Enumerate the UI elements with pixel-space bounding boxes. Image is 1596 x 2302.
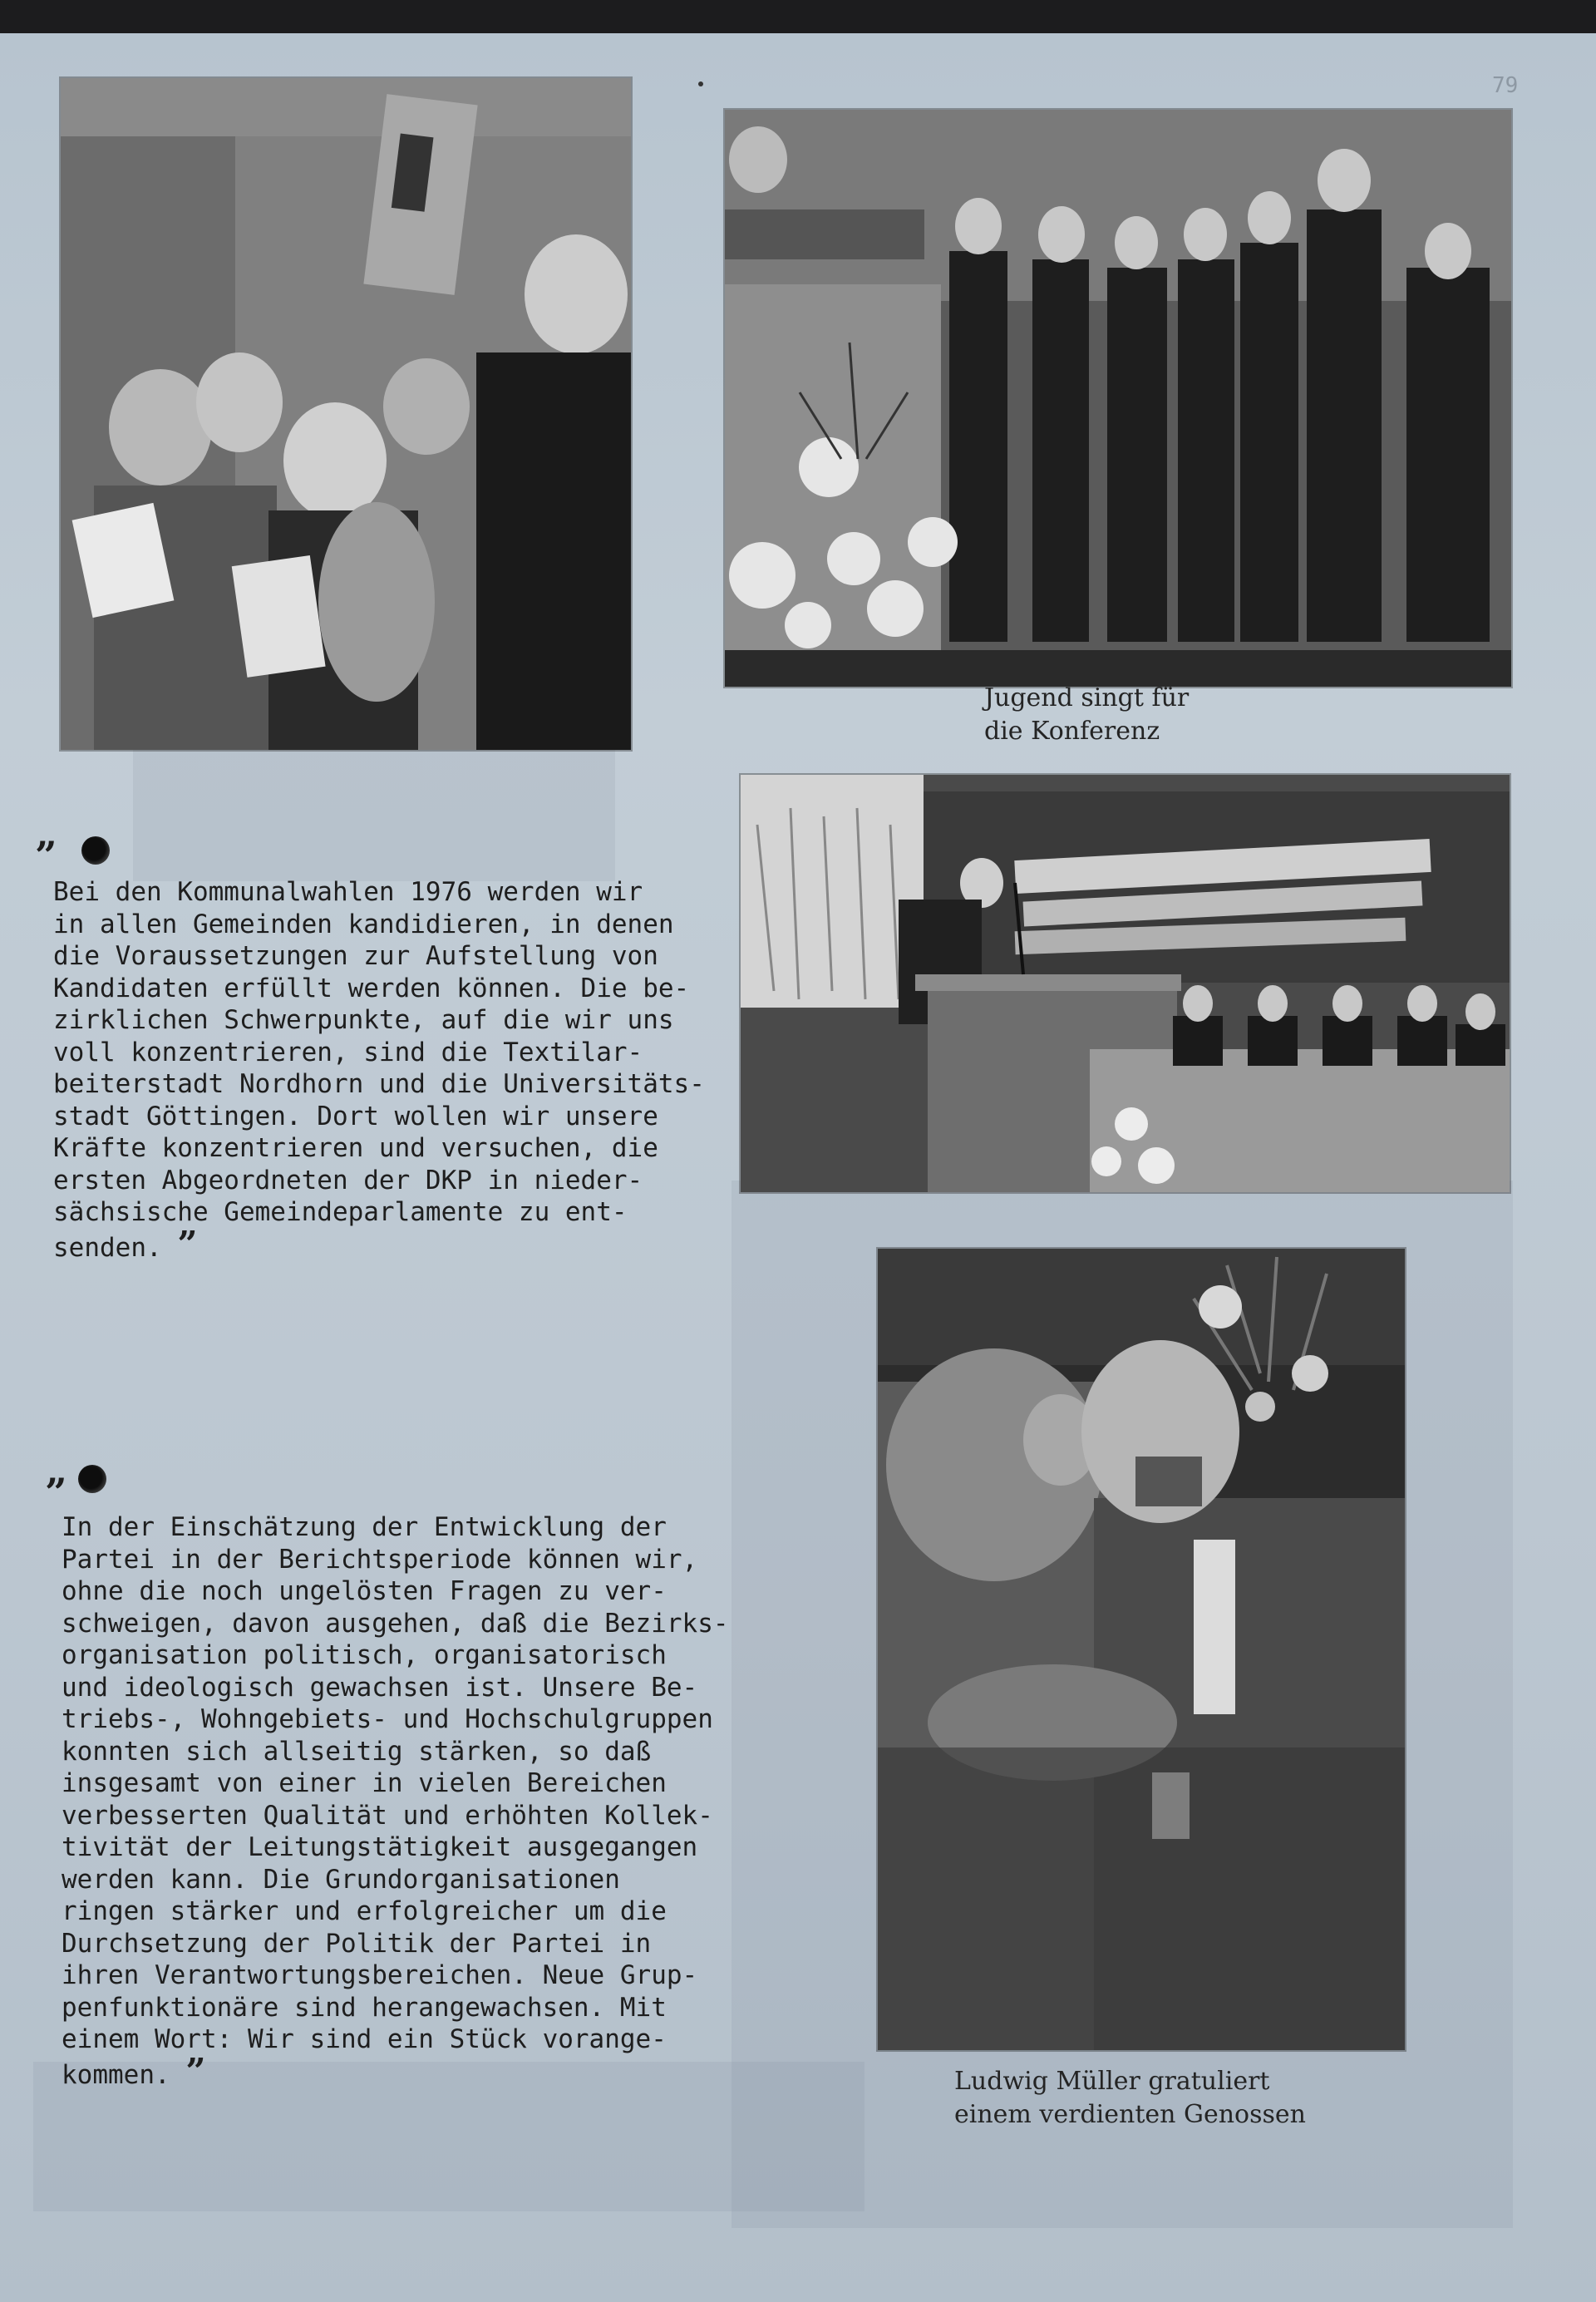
quote-line: tivität der Leitungstätigkeit ausgegangen — [62, 1832, 698, 1862]
quote-line: beiterstadt Nordhorn und die Universitäts- — [53, 1069, 705, 1099]
show-through-block — [133, 748, 615, 881]
caption-youth-singing — [984, 682, 1189, 748]
caption-line: die Konferenz — [984, 717, 1160, 746]
photo-congratulation — [878, 1249, 1405, 2050]
quote-line: senden. — [53, 1232, 162, 1263]
caption-line: Ludwig Müller gratuliert — [954, 2067, 1270, 2096]
quote-line: Partei in der Berichtsperiode können wir, — [62, 1544, 698, 1575]
quote-line: konnten sich allseitig stärken, so daß — [62, 1736, 652, 1767]
photo-youth-singing — [725, 110, 1511, 687]
quote-open-mark: ” — [45, 1470, 67, 1515]
quote-line: sächsische Gemeindeparlamente zu ent- — [53, 1197, 628, 1227]
quote-line: Durchsetzung der Politik der Partei in — [62, 1928, 652, 1959]
photo-veterans — [61, 78, 631, 750]
photo-speaker-podium — [741, 775, 1510, 1192]
quote-kommunalwahlen — [53, 876, 705, 1264]
quote-line: Bei den Kommunalwahlen 1976 werden wir — [53, 877, 643, 907]
quote-open-mark: ” — [35, 833, 57, 878]
quote-close-mark: ” — [177, 1223, 198, 1264]
quote-line: und ideologisch gewachsen ist. Unsere Be- — [62, 1672, 698, 1703]
quote-line: verbesserten Qualität und erhöhten Kollek- — [62, 1800, 713, 1831]
quote-line: zirklichen Schwerpunkte, auf die wir uns — [53, 1005, 674, 1035]
quote-line: kommen. — [62, 2059, 170, 2090]
quote-line: organisation politisch, organisatorisch — [62, 1640, 667, 1670]
quote-einschaetzung — [62, 1511, 729, 2091]
quote-line: Kräfte konzentrieren und versuchen, die — [53, 1133, 658, 1163]
quote-line: voll konzentrieren, sind die Textilar- — [53, 1037, 643, 1067]
binder-hole — [81, 836, 110, 865]
quote-line: in allen Gemeinden kandidieren, in denen — [53, 909, 674, 939]
quote-line: triebs-, Wohngebiets- und Hochschulgruppen — [62, 1704, 713, 1734]
quote-line: Kandidaten erfüllt werden können. Die be- — [53, 973, 690, 1003]
caption-congratulation — [954, 2065, 1306, 2132]
quote-line: ihren Verantwortungsbereichen. Neue Grup- — [62, 1960, 698, 1990]
quote-line: stadt Göttingen. Dort wollen wir unsere — [53, 1101, 658, 1131]
quote-line: einem Wort: Wir sind ein Stück vorange- — [62, 2024, 667, 2054]
page-number: 79 — [1492, 73, 1519, 98]
caption-line: Jugend singt für — [984, 683, 1190, 712]
quote-line: insgesamt von einer in vielen Bereichen — [62, 1768, 667, 1798]
quote-close-mark: ” — [185, 2050, 206, 2092]
quote-line: ringen stärker und erfolgreicher um die — [62, 1896, 667, 1926]
caption-line: einem verdienten Genossen — [954, 2100, 1306, 2129]
quote-line: ohne die noch ungelösten Fragen zu ver- — [62, 1576, 667, 1606]
quote-line: schweigen, davon ausgehen, daß die Bezirks- — [62, 1608, 729, 1639]
speck — [698, 81, 703, 86]
quote-line: penfunktionäre sind herangewachsen. Mit — [62, 1992, 667, 2023]
quote-line: ersten Abgeordneten der DKP in nieder- — [53, 1165, 643, 1195]
quote-line: In der Einschätzung der Entwicklung der — [62, 1512, 667, 1542]
binder-hole — [78, 1465, 106, 1493]
newsletter-page — [0, 33, 1596, 2302]
quote-line: werden kann. Die Grundorganisationen — [62, 1864, 620, 1895]
quote-line: die Voraussetzungen zur Aufstellung von — [53, 941, 658, 971]
